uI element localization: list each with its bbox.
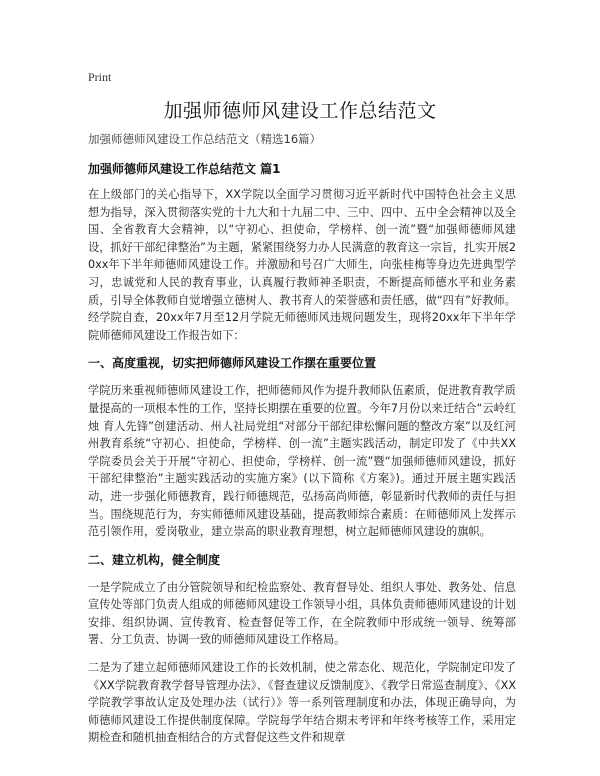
section-title: 加强师德师风建设工作总结范文 篇1 — [88, 162, 281, 176]
document-title: 加强师德师风建设工作总结范文 — [163, 100, 437, 122]
paragraph-two: 学院历来重视师德师风建设工作，把师德师风作为提升教师队伍素质，促进教育教学质量提高的一项根本性的工作，坚持长期摆在重要的位置。今年7月份以来迁结合“云岭红烛 育人先锋”创建活动、州人社局党组“对部分干部纪律松懈问题的整改方案”以及红河州教育系统“守初心、担使命，学榜样、创一流”主题实践活动，制定印发了《中共XX学院委员会关于开展“守初心、担使命，学榜样、创一流”暨“加强师德师风建设，抓好干部纪律整治”主题实践活动的实施方案》(以下简称《方案》)。通过开展主题实践活动，进一步强化师德教育，践行师德规范，弘扬高尚师德，彰显新时代教师的责任与担当。围绕规范行为，夯实师德师风建设基础，提高教师综合素质：在师德师风上发挥示范引领作用，爱岗敬业，建立崇高的职业教育理想，树立起师德师风建设的旗帜。 — [88, 384, 516, 539]
print-link[interactable]: Print — [88, 70, 112, 84]
document-body — [88, 130, 516, 757]
paragraph-four: 二是为了建立起师德师风建设工作的长效机制，使之常态化、规范化，学院制定印发了《XX学院教育教学督导管理办法》、《督查建议反馈制度》、《教学日常巡查制度》、《XX学院教学事故认定及处理办法（试行）》等一系列管理制度和办法，体现正确导向，为师德师风建设工作提供制度保障。学院每学年结合期末考评和年终考核等工作，采用定期检查和随机抽查相结合的方式督促这些文件和规章 — [88, 661, 516, 745]
heading-one: 一、高度重视，切实把师德师风建设工作摆在重要位置 — [88, 356, 377, 371]
paragraph-three: 一是学院成立了由分管院领导和纪检监察处、教育督导处、组织人事处、教务处、信息宣传处等部门负责人组成的师德师风建设工作领导小组，具体负责师德师风建设的计划安排、组织协调、宣传教育、检查督促等工作，在全院教师中形成统一领导、统筹部署、分工负责、协调一致的师德师风建设工作格局。 — [88, 580, 516, 647]
paragraph-intro: 在上级部门的关心指导下，XX学院以全面学习贯彻习近平新时代中国特色社会主义思想为指导，深入贯彻落实党的十九大和十九届二中、三中、四中、五中全会精神以及全国、全省教育大会精神，以“守初心、担使命，学榜样、创一流”暨“加强师德师风建设，抓好干部纪律整治”为主题，紧紧围绕努力办人民满意的教育这一宗旨，扎实开展20xx年下半年师德师风建设工作。并激励和号召广大师生，向张桂梅等身边先进典型学习，忠诚党和人民的教育事业，认真履行教师神圣职责，不断提高师德水平和业务素质，引导全体教师自觉增强立德树人、教书育人的荣誉感和责任感，做“四有”好教师。经学院自查，20xx年7月至12月学院无师德师风违规问题发生，现将20xx年下半年学院师德师风建设工作报告如下： — [88, 188, 516, 342]
document-subtitle: 加强师德师风建设工作总结范文（精选16篇） — [88, 132, 322, 146]
heading-two: 二、建立机构，健全制度 — [88, 552, 221, 567]
